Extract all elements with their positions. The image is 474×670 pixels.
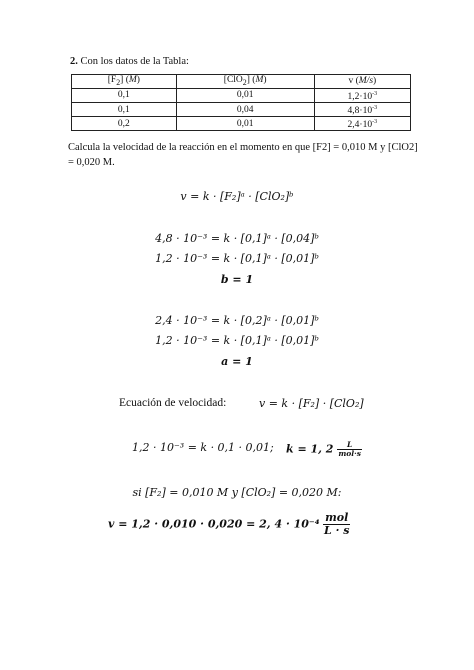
cell-clo2: 0,01 <box>176 117 314 131</box>
table-row <box>72 117 411 131</box>
cell-v: $2,4\cdot 10^{-3}$ <box>314 117 410 131</box>
final-condition: si [F₂] = 0,010 M y [ClO₂] = 0,020 M: <box>132 486 342 499</box>
k-calculation: 1,2 · 10⁻³ = k · 0,1 · 0,01; <box>132 441 274 454</box>
cell-f2: 0,1 <box>72 103 177 117</box>
table-header-row <box>72 75 411 89</box>
rate-equation-expr: v = k · [F₂] · [ClO₂] <box>259 397 364 410</box>
rate-equation-label: Ecuación de velocidad: <box>119 397 227 409</box>
final-expression <box>108 512 350 537</box>
final-unit-fraction: $\frac{\text{mol}}{L \cdot s}$ <box>324 511 350 537</box>
rate-law-general: v = k · [F₂]ᵃ · [ClO₂]ᵇ <box>180 190 294 203</box>
k-result <box>286 441 362 458</box>
table-row <box>72 103 411 117</box>
question-paragraph: Calcula la velocidad de la reacción en el momento en que [F2] = 0,010 M y [ClO2] = 0,020 M. <box>68 142 418 168</box>
equation-a2: 1,2 · 10⁻³ = k · [0,1]ᵃ · [0,01]ᵇ <box>155 334 319 347</box>
final-result-value: 2, 4 · 10⁻⁴ <box>259 517 320 531</box>
cell-f2: 0,1 <box>72 88 177 102</box>
data-table <box>71 74 411 131</box>
table-row <box>72 88 411 102</box>
cell-f2: 0,2 <box>72 117 177 131</box>
equation-b1: 4,8 · 10⁻³ = k · [0,1]ᵃ · [0,04]ᵇ <box>155 232 319 245</box>
cell-clo2: 0,04 <box>176 103 314 117</box>
header-v: v (M/s) <box>314 75 410 89</box>
header-f2: $[F_2]$ (M) <box>72 75 177 89</box>
equation-b2: 1,2 · 10⁻³ = k · [0,1]ᵃ · [0,01]ᵇ <box>155 252 319 265</box>
exercise-heading-text: Con los datos de la Tabla: <box>80 56 189 67</box>
exercise-heading <box>70 56 189 67</box>
cell-v: $4,8\cdot 10^{-3}$ <box>314 103 410 117</box>
result-a: a = 1 <box>221 355 253 368</box>
exercise-number: 2. <box>70 56 78 67</box>
k-value: k = 1, 2 <box>286 442 334 456</box>
cell-clo2: 0,01 <box>176 88 314 102</box>
result-b: b = 1 <box>220 273 254 286</box>
k-unit-fraction: $\frac{L}{\text{mol·s}}$ <box>338 440 361 458</box>
cell-v: $1,2\cdot 10^{-3}$ <box>314 88 410 102</box>
final-expr-text: v = 1,2 · 0,010 · 0,020 = <box>108 517 260 531</box>
equation-a1: 2,4 · 10⁻³ = k · [0,2]ᵃ · [0,01]ᵇ <box>155 314 319 327</box>
header-clo2: [ClO$_2$] (M) <box>176 75 314 89</box>
